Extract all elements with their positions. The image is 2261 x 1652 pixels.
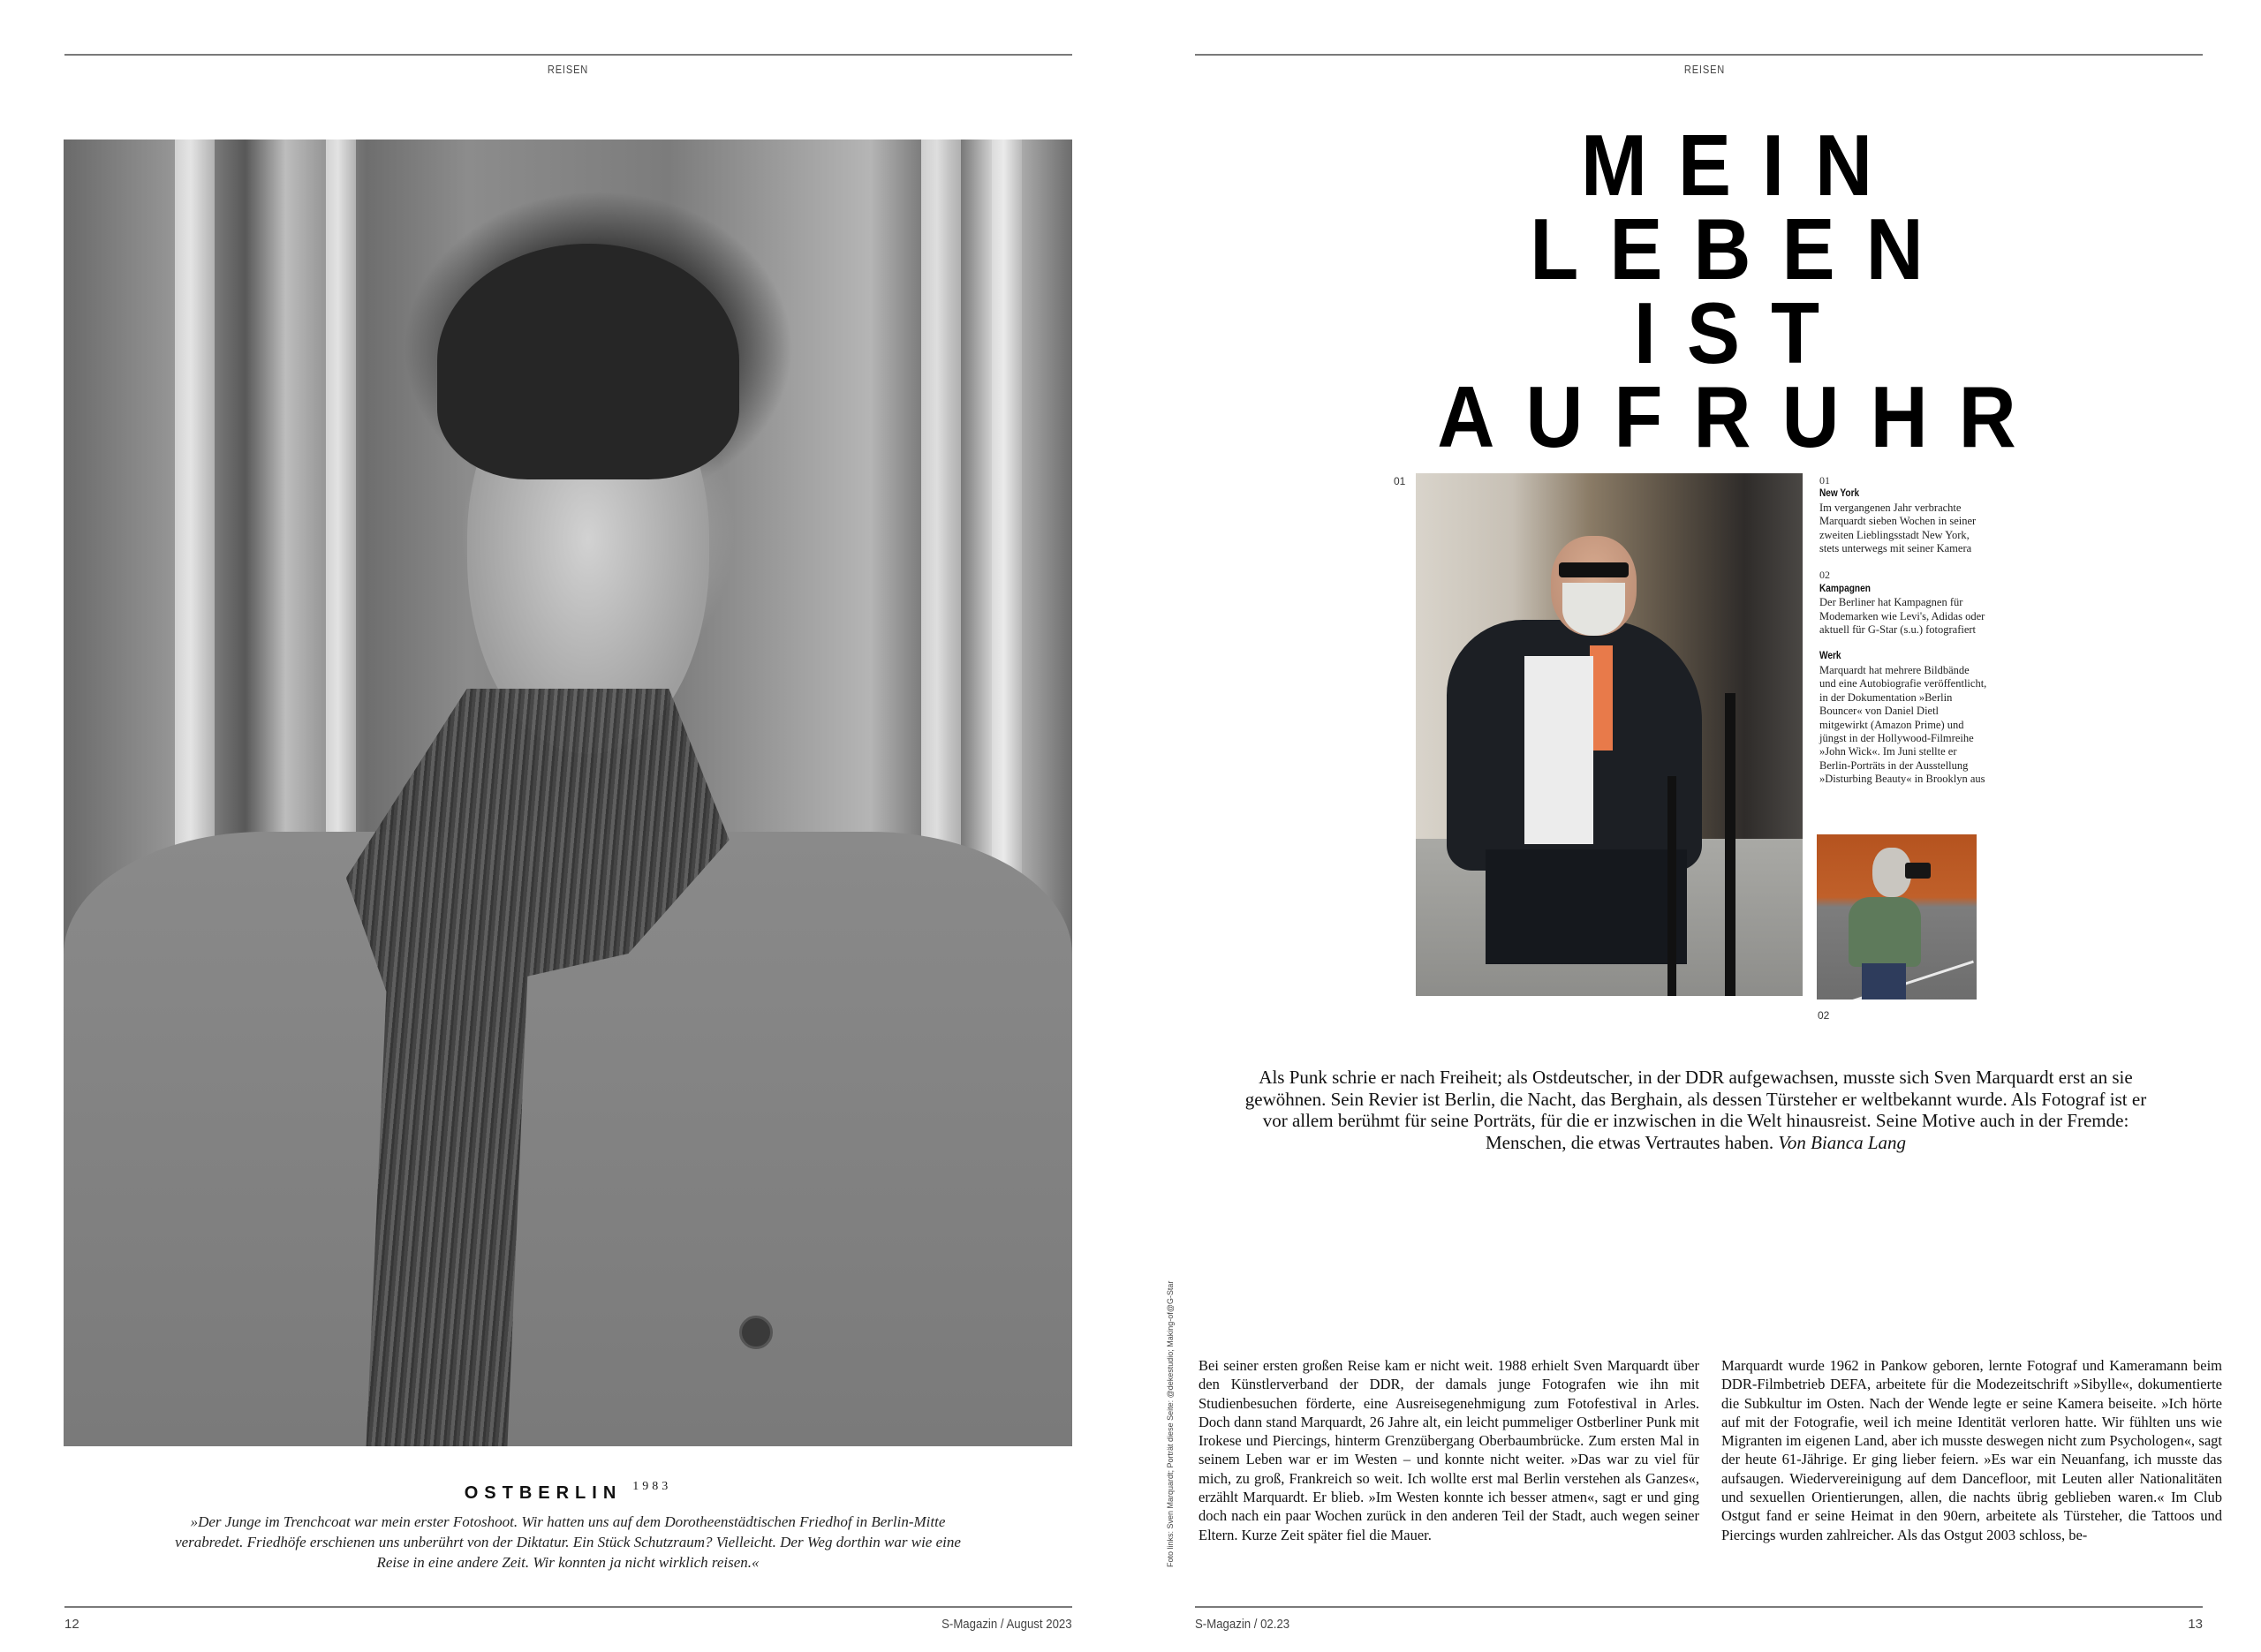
left-publication-info: S-Magazin / August 2023 (941, 1617, 1072, 1632)
right-section-label: REISEN (1683, 63, 1726, 76)
sidebar-entry-heading: Werk (1819, 651, 1841, 662)
photo-sidebar (1819, 474, 1987, 800)
right-page-number: 13 (2188, 1617, 2203, 1632)
photo-caption-quote: »Der Junge im Trenchcoat war mein erster Fotoshoot. Wir hatten uns auf dem Dorotheenstädtischen Friedhof in Berlin-Mitte verabredet. Friedhöfe erschienen uns unberührt von der Diktatur. Ein Stück Schutzraum? Vielleicht. Der Weg dorthin war wie eine Reise in eine andere Zeit. Wir konnten ja nicht wirklich reisen.« (175, 1513, 961, 1571)
shorts (1486, 849, 1687, 964)
byline: Von Bianca Lang (1778, 1131, 1907, 1153)
right-header-rule (1195, 54, 2203, 56)
left-header-rule (64, 54, 1072, 56)
photo-credit: Foto links: Sven Marquardt; Porträt diese Seite: @dekestudio; Making-of@G-Star (1166, 1280, 1175, 1567)
photo-caption-title (0, 1480, 1136, 1504)
railing (1725, 693, 1735, 996)
body-column-1: Bei seiner ersten großen Reise kam er nicht weit. 1988 erhielt Sven Marquardt über den Künstlerverband der DDR, der damals junge Fotografen wie ihn mit Studienbesuchen förderte, eine Ausreisegenehmigung zum Fotofestival in Arles. Doch dann stand Marquardt, 26 Jahre alt, ein leicht pummeliger Ostberliner Punk mit Irokese und Piercings, hinterm Grenzübergang Oberbaumbrücke. Zum ersten Mal in seinem Leben war er im Westen – und konnte nicht weiter. »Das war zu viel für mich, zu groß, Frankreich so weit. Ich wollte erst mal Berlin verstehen als Ganzes«, erzählt Marquardt. Er blieb. »Im Westen konnte ich besser atmen«, sagt er und ging doch nach ein paar Wochen zurück in den anderen Teil der Stadt, auch wegen seiner Eltern. Kurze Zeit später fiel die Mauer. (1199, 1357, 1699, 1543)
camera (1905, 863, 1931, 879)
left-section-label: REISEN (547, 63, 589, 76)
right-publication-info: S-Magazin / 02.23 (1195, 1617, 1290, 1632)
headline-line-1: MEIN (1580, 117, 1904, 214)
sidebar-entry-number: 02 (1819, 569, 1830, 582)
sidebar-entry-text: Marquardt hat mehrere Bildbände und eine Autobiografie veröffentlicht, in der Dokumentation »Berlin Bouncer« von Daniel Dietl mitgewirkt (Amazon Prime) und jüngst in der Hollywood-Filmreihe »John Wick«. Im Juni stellte er Berlin-Porträts in der Ausstellung »Disturbing Beauty« in Brooklyn aus (1819, 663, 1987, 786)
sidebar-entry-new-york (1819, 474, 1987, 555)
caption-place: OSTBERLIN (464, 1483, 623, 1503)
sidebar-entry-werk (1819, 650, 1987, 786)
jeans (1862, 963, 1907, 999)
portrait-photo (64, 140, 1072, 1446)
glasses (1559, 562, 1629, 578)
photo-main-label: 01 (1394, 475, 1406, 487)
photo-main-new-york (1416, 473, 1803, 996)
article-intro (1236, 1067, 2155, 1153)
sidebar-entry-text: Der Berliner hat Kampagnen für Modemarken wie Levi's, Adidas oder aktuell für G-Star (s.u.) fotografiert (1819, 596, 1985, 637)
left-footer-rule (64, 1606, 1072, 1608)
body-column-2: Marquardt wurde 1962 in Pankow geboren, lernte Fotograf und Kameramann beim DDR-Filmbetrieb DEFA, arbeitete für die Modezeitschrift »Sibylle«, dokumentierte die Subkultur im Osten. Nach der Wende legte er seine Kamera beiseite. »Ich hörte auf mit der Fotografie, weil ich meine Identität verloren hatte. Wir fühlten uns wie Migranten im eigenen Land, aber ich musste deswegen nicht zum Psychologen«, sagt der heute 61-Jährige. Er ging lieber feiern. »Es war ein Neuanfang, ich musste das aufsaugen. Wiedervereinigung auf dem Dancefloor, mit Leuten aller Nationalitäten und sexuellen Orientierungen, allen, die nachts übrig geblieben waren.« Im Club Ostgut fand er seine Heimat in den 90ern, arbeitete als Türsteher, die Tattoos und Piercings wurden zahlreicher. Als das Ostgut 2003 schloss, be- (1721, 1357, 2222, 1543)
hair (437, 244, 740, 479)
headline-line-3: IST (1633, 284, 1851, 381)
green-jacket (1849, 897, 1920, 967)
headline (1192, 117, 2261, 465)
railing (1667, 776, 1676, 996)
right-footer-rule (1195, 1606, 2203, 1608)
intro-text: Als Punk schrie er nach Freiheit; als Ostdeutscher, in der DDR aufgewachsen, musste sich Sven Marquardt erst an sie gewöhnen. Sein Revier ist Berlin, die Nacht, das Berghain, als dessen Türsteher er weltbekannt wurde. Als Fotograf ist er vor allem berühmt für seine Porträts, für die er inzwischen in die Welt hinausreist. Seine Motive auch in der Fremde: Menschen, die etwas Vertrautes haben. (1244, 1067, 2147, 1153)
photo-small-label: 02 (1818, 1009, 1830, 1022)
sidebar-entry-kampagnen (1819, 569, 1987, 637)
headline-line-4: AUFRUHR (1437, 368, 2047, 465)
sidebar-entry-text: Im vergangenen Jahr verbrachte Marquardt sieben Wochen in seiner zweiten Lieblingsstadt New York, stets unterwegs mit seiner Kamera (1819, 501, 1977, 555)
sidebar-entry-heading: Kampagnen (1819, 583, 1871, 594)
headline-line-2: LEBEN (1530, 200, 1955, 298)
coat-button (739, 1316, 773, 1349)
beard (1562, 583, 1624, 635)
caption-year: 1983 (632, 1480, 672, 1493)
left-page-number: 12 (64, 1617, 79, 1632)
white-shirt (1524, 656, 1594, 844)
photo-small-making-of (1817, 834, 1977, 999)
sidebar-entry-number: 01 (1819, 474, 1830, 487)
sidebar-entry-heading: New York (1819, 488, 1860, 500)
